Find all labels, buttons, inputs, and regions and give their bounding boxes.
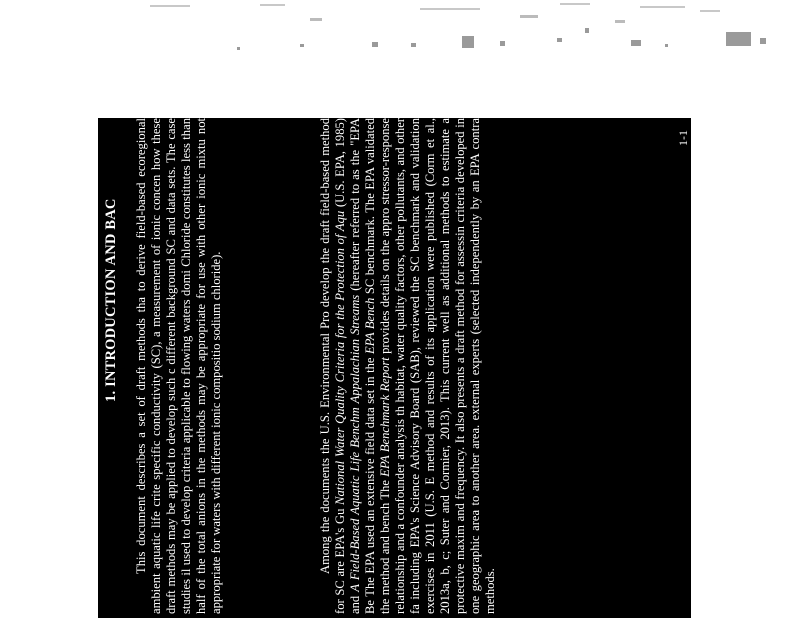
paragraph-2 [318, 118, 498, 614]
rotated-page-content [98, 118, 691, 618]
section-heading: 1. INTRODUCTION AND BAC [103, 198, 119, 402]
paragraph-2-text-4: SC benchmark. The EPA validated the method and bench The [363, 118, 392, 614]
paragraph-2-text-2: (U.S. EPA, 1985) and [333, 118, 362, 614]
paragraph-2-citation-2: A Field-Based Aquatic Life Benchm Appalachian Streams [348, 294, 362, 592]
paragraph-2-citation-4: EPA Benchmark Report [378, 357, 392, 477]
page-number: 1-1 [676, 130, 690, 146]
paragraph-2-text-1: Among the documents the U.S. Environmental Pro develop the draft field-based method for SC are EPA's Gu [318, 118, 347, 614]
paragraph-2-text-5: provides details on the appro stressor-response relationship and a confounder analysis th habitat, water quality factors, other pollutants, and other fa including EPA's Science Advisory Board (SAB), reviewed the SC benchmark and validation exercises in 2011 (U.S. E method and results of its application were published (Corm et al., 2013a, b, c; Suter and Cormier, 2013). This current well as additional methods to estimate a protective maxim and frequency. It also presents a draft method for assessin criteria developed in one geographic area to another area. external experts (selected independently by an EPA contra methods. [378, 118, 497, 614]
scan-noise-top [0, 0, 800, 110]
page-text-block [98, 118, 691, 618]
scanned-page [98, 118, 691, 618]
paragraph-2-citation-3: EPA Bench [363, 297, 377, 354]
paragraph-1-text: This document describes a set of draft methods tha to derive field-based ecoregional ambient aquatic life crite specific conductivity (SC), a measurement of ionic concen how these draft methods may be applied to develop such c different background SC and data sets. The case studies il used to develop criteria applicable to flowing waters domi Chloride constitutes less than half of the total anions in the methods may be appropriate for use with other ionic mixtu not appropriate for waters with different ionic compositio sodium chloride). [134, 118, 223, 614]
paragraph-2-citation-1: National Water Quality Criteria for the Protection of Aqu [333, 210, 347, 505]
paragraph-2-text-3: (hereafter referred to as the "EPA Be The EPA used an extensive field data set in the [348, 118, 377, 614]
paragraph-1 [134, 118, 224, 614]
